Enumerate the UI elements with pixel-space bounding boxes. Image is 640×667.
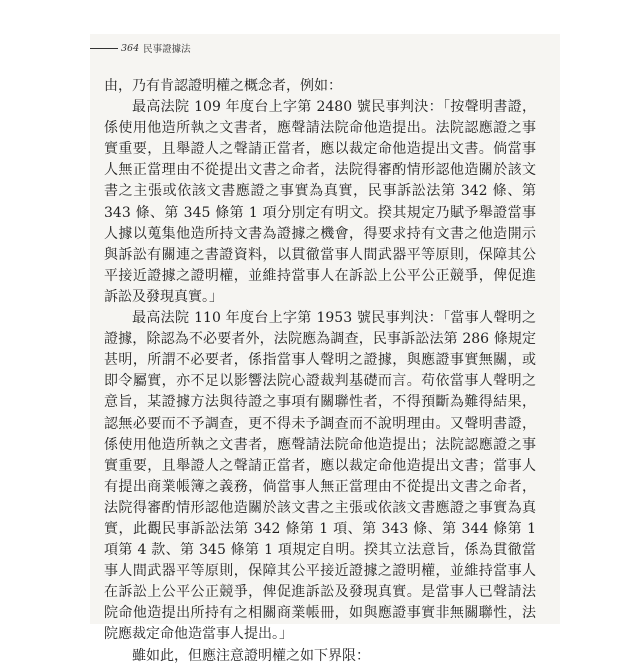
running-header (90, 40, 191, 56)
page-number: 364 (121, 42, 140, 54)
paragraph-intro: 由，乃有肯認證明權之概念者，例如： (104, 78, 342, 94)
paragraph-judgment-110: 最高法院 110 年度台上字第 1953 號民事判決：「當事人聲明之證據，除認為不必要者外，法院應為調查，民事訴訟法第 286 條規定甚明，所謂不必要者，係指當事人聲明之證據，與應證事實無關，或即令屬實，亦不足以影響法院心證裁判基礎而言。苟依當事人聲明之意旨，某證據方法與待證之事項有關聯性者，不得預斷為難得結果，認無必要而不予調查，更不得未予調查而不說明理由。又聲明書證，係使用他造所執之文書者，應聲請法院命他造提出；法院認應證之事實重要，且舉證人之聲請正當者，應以裁定命他造提出文書；當事人有提出商業帳簿之義務，倘當事人無正當理由不從提出文書之命者，法院得審酌情形認他造關於該文書之主張或依該文書應證之事實為真實，此觀民事訴訟法第 342 條第 1 項、第 343 條、第 344 條第 1 項第 4 款、第 345 條第 1 項規定自明。揆其立法意旨，係為貫徹當事人間武器平等原則，保障其公平接近證據之證明權，並維持當事人在訴訟上公平公正競爭，俾促進訴訟及發現真實。是當事人已聲請法院命他造提出所持有之相關商業帳冊，如與應證事實非無關聯性，法院應裁定命他造當事人提出。」 (104, 310, 536, 643)
book-title: 民事證據法 (143, 44, 191, 55)
body-text (104, 76, 536, 667)
paragraph-limits: 雖如此，但應注意證明權之如下界限： (132, 647, 370, 664)
paragraph-judgment-109: 最高法院 109 年度台上字第 2480 號民事判決：「按聲明書證，係使用他造所執之文書者，應聲請法院命他造提出。法院認應證之事實重要，且舉證人之聲請正當者，應以裁定命他造提出文書。倘當事人無正當理由不從提出文書之命者，法院得審酌情形認他造關於該文書之主張或依該文書應證之事實為真實，民事訴訟法第 342 條、第 343 條、第 345 條第 1 項分別定有明文。揆其規定乃賦予舉證當事人據以蒐集他造所持文書為證據之機會，得要求持有文書之他造開示與訴訟有關連之書證資料，以貫徹當事人間武器平等原則，保障其公平接近證據之證明權，並維持當事人在訴訟上公平公正競爭，俾促進訴訟及發現真實。」 (104, 99, 536, 305)
header-rule (90, 48, 118, 49)
